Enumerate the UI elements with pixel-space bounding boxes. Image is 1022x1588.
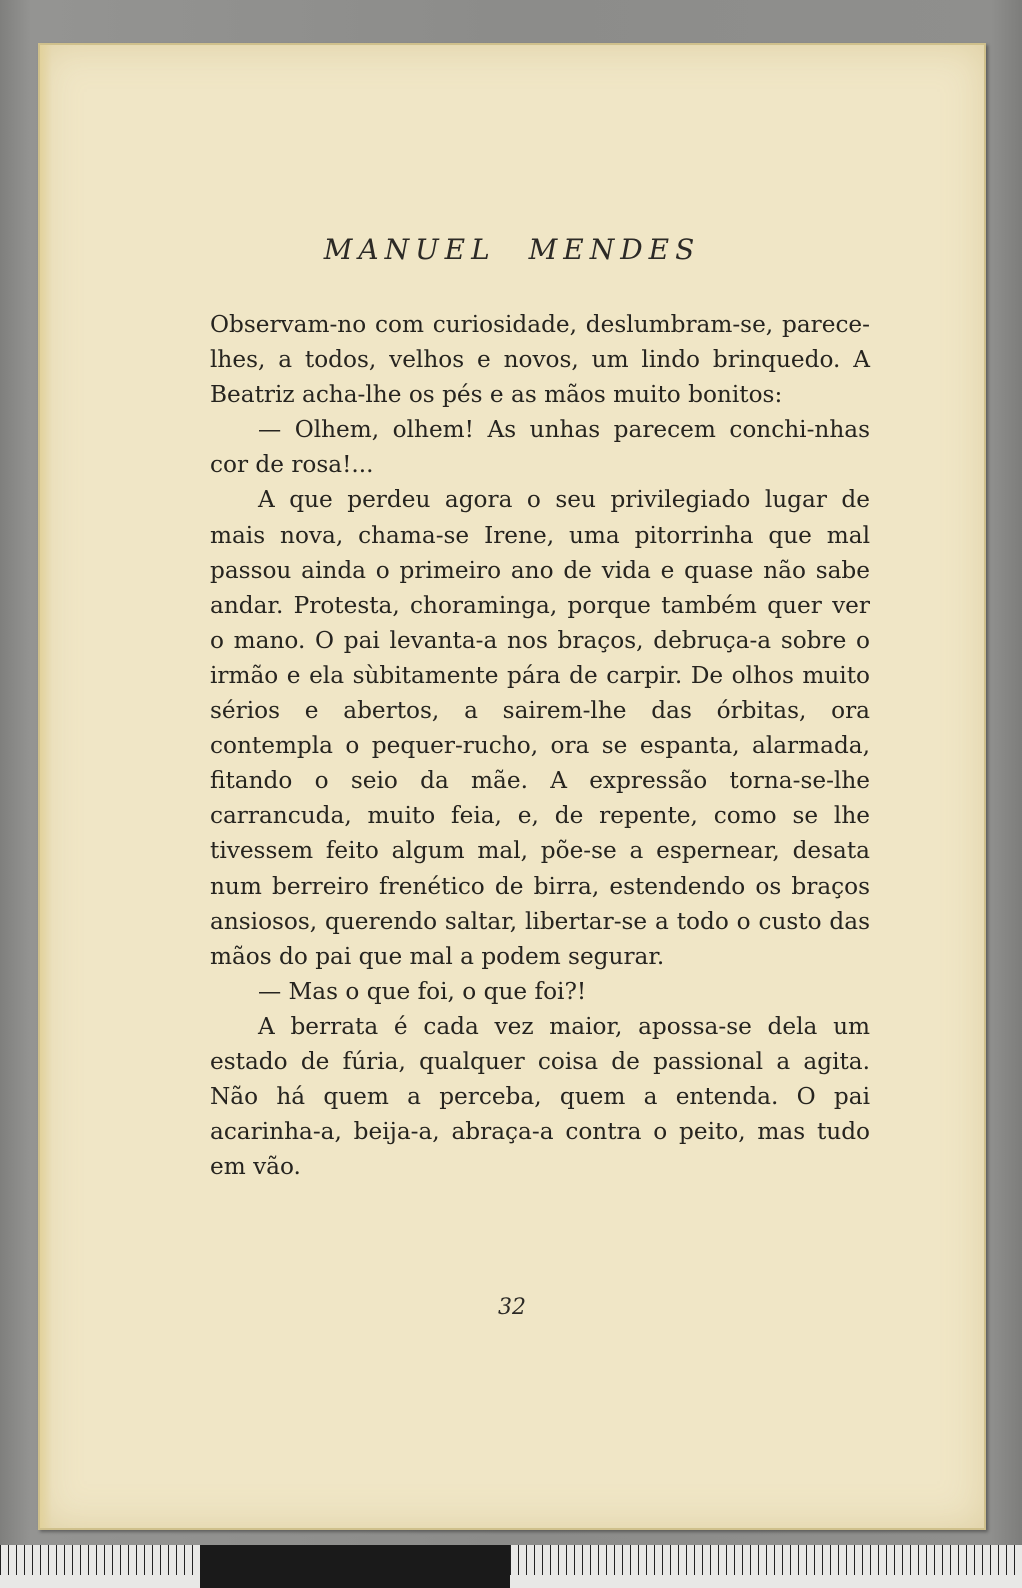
body-text <box>210 307 870 1184</box>
book-page <box>38 43 986 1530</box>
paragraph-5: A berrata é cada vez maior, apossa-se dela um estado de fúria, qualquer coisa de passional a agita. Não há quem a perceba, quem a entenda. O pai acarinha-a, beija-a, abraça-a contra o peito, mas tudo em vão. <box>210 1012 870 1181</box>
page-number: 32 <box>498 1295 526 1320</box>
paragraph-3: A que perdeu agora o seu privilegiado lugar de mais nova, chama-se Irene, uma pitorrinha que mal passou ainda o primeiro ano de vida e quase não sabe andar. Protesta, choraminga, porque também quer ver o mano. O pai levanta-a nos braços, debruça-a sobre o irmão e ela sùbitamente pára de carpir. De olhos muito sérios e abertos, a sairem-lhe das órbitas, ora contempla o pequer-rucho, ora se espanta, alarmada, fitando o seio da mãe. A expressão torna-se-lhe carrancuda, muito feia, e, de repente, como se lhe tivessem feito algum mal, põe-se a espernear, desata num berreiro frenético de birra, estendendo os braços ansiosos, querendo saltar, libertar-se a todo o custo das mãos do pai que mal a podem segurar. <box>210 486 870 970</box>
running-head: MANUEL MENDES <box>323 233 701 266</box>
ruler-ticks <box>510 1545 1022 1575</box>
paragraph-4-dialogue: — Mas o que foi, o que foi?! <box>258 977 587 1005</box>
ruler-ticks <box>0 1545 200 1575</box>
ruler-segment-dark <box>200 1545 510 1588</box>
scan-ruler <box>0 1545 1022 1588</box>
paragraph-2-dialogue: — Olhem, olhem! As unhas parecem conchi-nhas cor de rosa!... <box>210 416 870 479</box>
paragraph-1: Observam-no com curiosidade, deslumbram-se, parece-lhes, a todos, velhos e novos, um lindo brinquedo. A Beatriz acha-lhe os pés e as mãos muito bonitos: <box>210 311 870 409</box>
